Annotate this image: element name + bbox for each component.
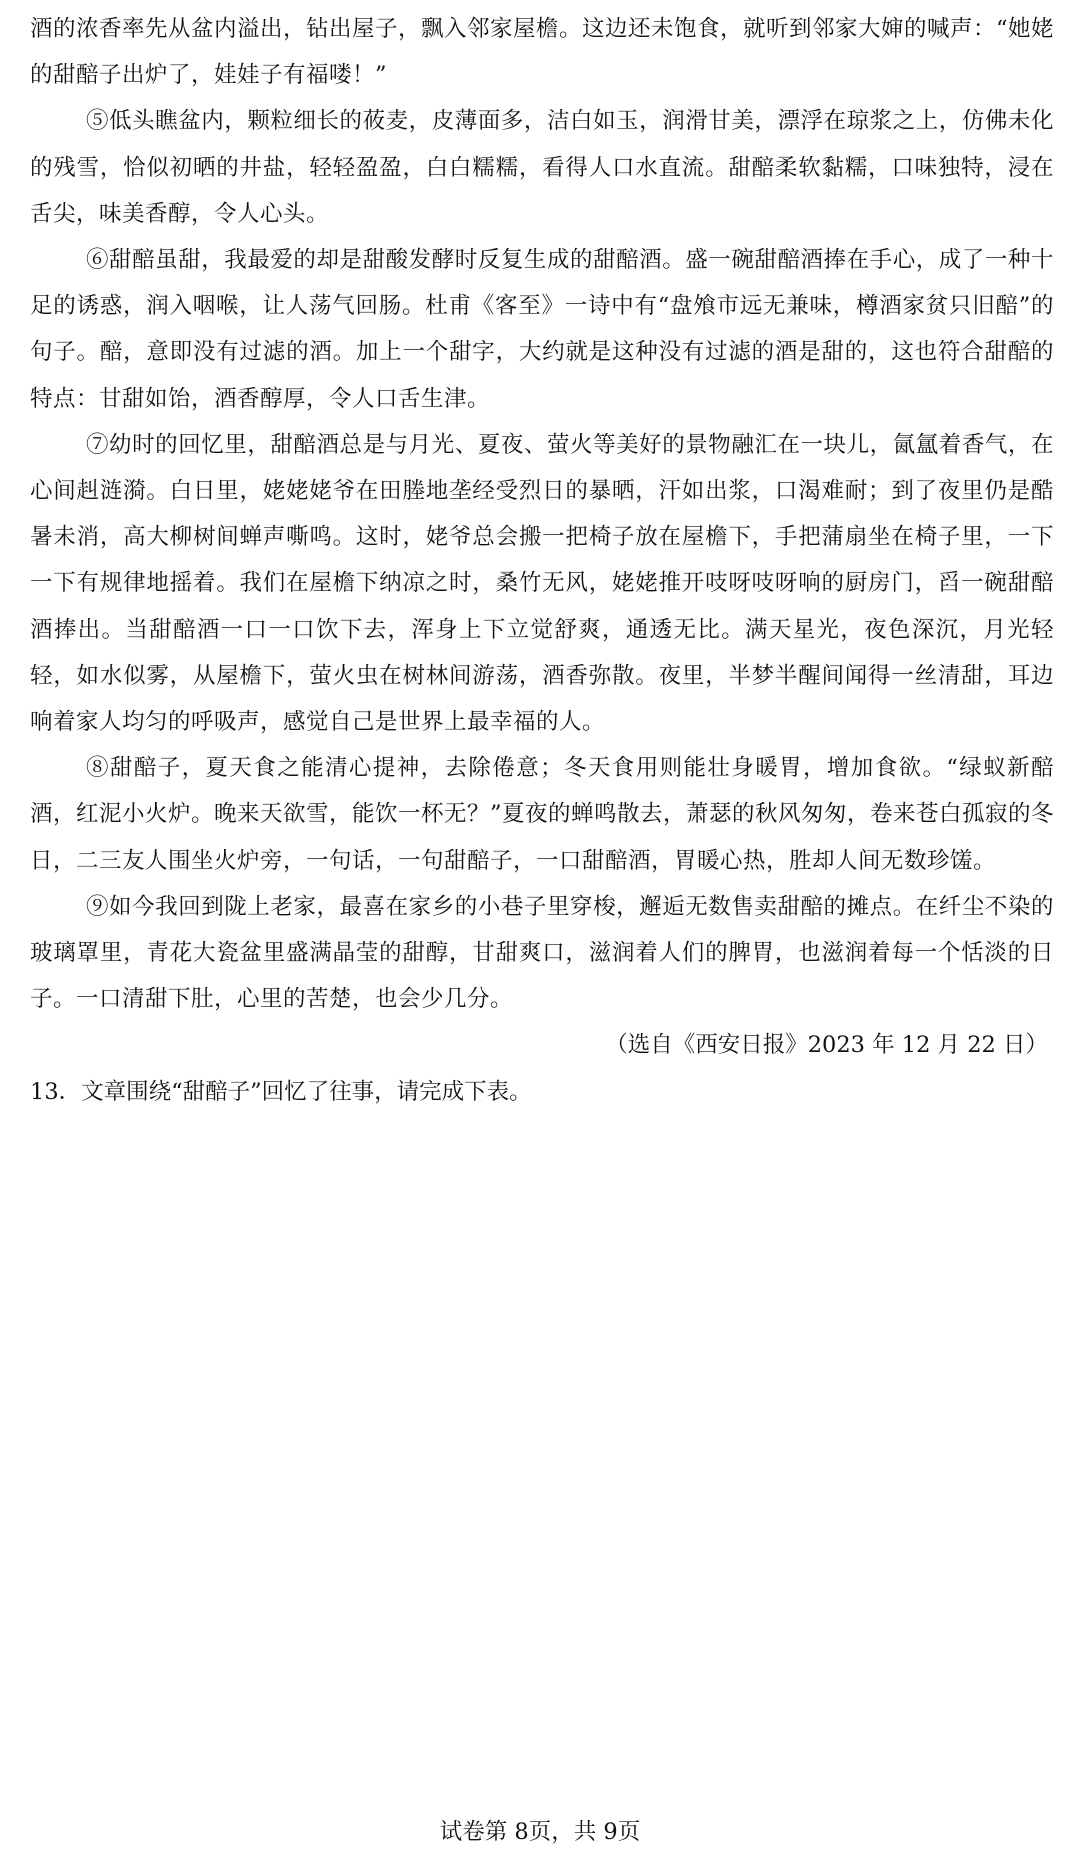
- article-body: [30, 6, 1054, 1115]
- paragraph-5: ⑤低头瞧盆内，颗粒细长的莜麦，皮薄面多，洁白如玉，润滑甘美，漂浮在琼浆之上，仿佛未化的残雪，恰似初晒的井盐，轻轻盈盈，白白糯糯，看得人口水直流。甜醅柔软黏糯，口味独特，浸在舌尖，味美香醇，令人心头。: [30, 108, 1054, 227]
- paragraph-9: ⑨如今我回到陇上老家，最喜在家乡的小巷子里穿梭，邂逅无数售卖甜醅的摊点。在纤尘不染的玻璃罩里，青花大瓷盆里盛满晶莹的甜醇，甘甜爽口，滋润着人们的脾胃，也滋润着每一个恬淡的日子。一口清甜下肚，心里的苦楚，也会少几分。: [30, 893, 1054, 1013]
- paragraph-7: ⑦幼时的回忆里，甜醅酒总是与月光、夏夜、萤火等美好的景物融汇在一块儿，氤氲着香气，在心间赳涟漪。白日里，姥姥姥爷在田塍地垄经受烈日的暴晒，汗如出浆，口渴难耐；到了夜里仍是酷暑未消，高大柳树间蝉声嘶鸣。这时，姥爷总会搬一把椅子放在屋檐下，手把蒲扇坐在椅子里，一下一下有规律地摇着。我们在屋檐下纳凉之时，桑竹无风，姥姥推开吱呀吱呀响的厨房门，舀一碗甜醅酒捧出。当甜醅酒一口一口饮下去，浑身上下立觉舒爽，通透无比。满天星光，夜色深沉，月光轻轻，如水似雾，从屋檐下，萤火虫在树林间游荡，酒香弥散。夜里，半梦半醒间闻得一丝清甜，耳边响着家人均匀的呼吸声，感觉自己是世界上最幸福的人。: [30, 431, 1054, 736]
- question-13: 13．文章围绕“甜醅子”回忆了往事，请完成下表。: [30, 1078, 532, 1105]
- paragraph-6: ⑥甜醅虽甜，我最爱的却是甜酸发酵时反复生成的甜醅酒。盛一碗甜醅酒捧在手心，成了一种十足的诱惑，润入咽喉，让人荡气回肠。杜甫《客至》一诗中有“盘飧市远无兼味，樽酒家贫只旧醅”的句子。醅，意即没有过滤的酒。加上一个甜字，大约就是这种没有过滤的酒是甜的，这也符合甜醅的特点：甘甜如饴，酒香醇厚，令人口舌生津。: [30, 247, 1054, 412]
- page-footer: 试卷第 8页，共 9页: [439, 1819, 641, 1845]
- paragraph-4-continued: 酒的浓香率先从盆内溢出，钻出屋子，飘入邻家屋檐。这边还未饱食，就听到邻家大婶的喊声：“她姥的甜醅子出炉了，娃娃子有福喽！”: [30, 16, 1055, 89]
- article-source: （选自《西安日报》2023 年 12 月 22 日）: [605, 1032, 1048, 1059]
- paragraph-8: ⑧甜醅子，夏天食之能清心提神，去除倦意；冬天食用则能壮身暖胃，增加食欲。“绿蚁新醅酒，红泥小火炉。晚来天欲雪，能饮一杯无？”夏夜的蝉鸣散去，萧瑟的秋风匆匆，卷来苍白孤寂的冬日，二三友人围坐火炉旁，一句话，一句甜醅子，一口甜醅酒，胃暖心热，胜却人间无数珍馐。: [30, 755, 1055, 874]
